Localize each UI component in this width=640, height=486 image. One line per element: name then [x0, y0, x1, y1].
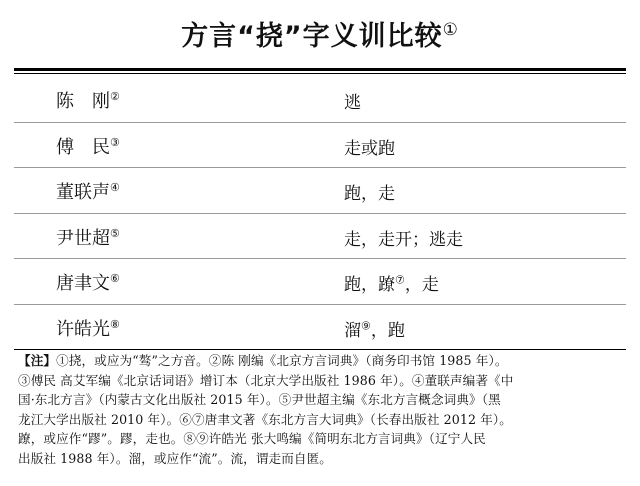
note-line: 【注】①挠，或应为“骜”之方音。②陈 刚编《北京方言词典》（商务印书馆 1985 年）。: [18, 353, 508, 368]
gloss-text: 跑，走: [344, 184, 395, 204]
gloss-text: 走或跑: [344, 138, 395, 159]
note-line: 国·东北方言》（内蒙古文化出版社 2015 年）。⑤尹世超主编《东北方言概念词典》（黑: [18, 392, 501, 408]
gloss-text: 跑，蹽⑦，走: [344, 273, 439, 295]
author-name: 董联声④: [56, 181, 120, 203]
table-row: [14, 168, 626, 214]
author-name: 许皓光⑧: [56, 317, 120, 340]
footnote-mark: ⑤: [110, 226, 120, 240]
table-row: [14, 214, 626, 260]
note-label: 【注】: [18, 353, 57, 368]
author-name: 尹世超⑤: [56, 226, 120, 249]
footnote-mark: ⑨: [361, 318, 371, 332]
footnote-mark: ②: [110, 90, 120, 103]
footnote-mark: ⑧: [110, 317, 120, 331]
comparison-table: [14, 77, 626, 350]
title-footnote-mark: ①: [442, 20, 459, 40]
table-row: [14, 123, 626, 169]
table-row: [14, 305, 626, 351]
author-name: 唐聿文⑥: [56, 272, 120, 294]
note-line: 龙江大学出版社 2010 年）。⑥⑦唐聿文著《东北方言大词典》（长春出版社 2012 年）。: [18, 411, 513, 427]
note-line: 出版社 1988 年）。溜，或应作“流”。流，谓走而自匿。: [18, 450, 333, 466]
gloss-text: 溜⑨，跑: [344, 318, 405, 341]
table-row: [14, 77, 626, 123]
title-text: 方言“挠”字义训比较: [181, 21, 443, 52]
footnote-mark: ⑦: [395, 273, 405, 287]
note-line: ③傅民 高艾军编《北京话词语》增订本（北京大学出版社 1986 年）。④董联声编著《中: [18, 372, 514, 388]
note-line: 蹽，或应作“蹘”。蹘，走也。⑧⑨许皓光 张大鸣编《简明东北方言词典》（辽宁人民: [18, 431, 486, 447]
footnote-mark: ③: [110, 135, 120, 149]
table-row: [14, 259, 626, 305]
gloss-text: 逃: [344, 93, 361, 113]
footnotes: [18, 351, 622, 469]
author-name: 傅 民③: [56, 135, 120, 158]
page-title: [0, 14, 640, 53]
footnote-mark: ⑥: [110, 272, 120, 285]
gloss-text: 走，走开；逃走: [344, 229, 463, 250]
author-name: 陈 刚②: [56, 90, 120, 112]
footnote-mark: ④: [110, 181, 120, 194]
table-top-rule: [14, 68, 626, 74]
